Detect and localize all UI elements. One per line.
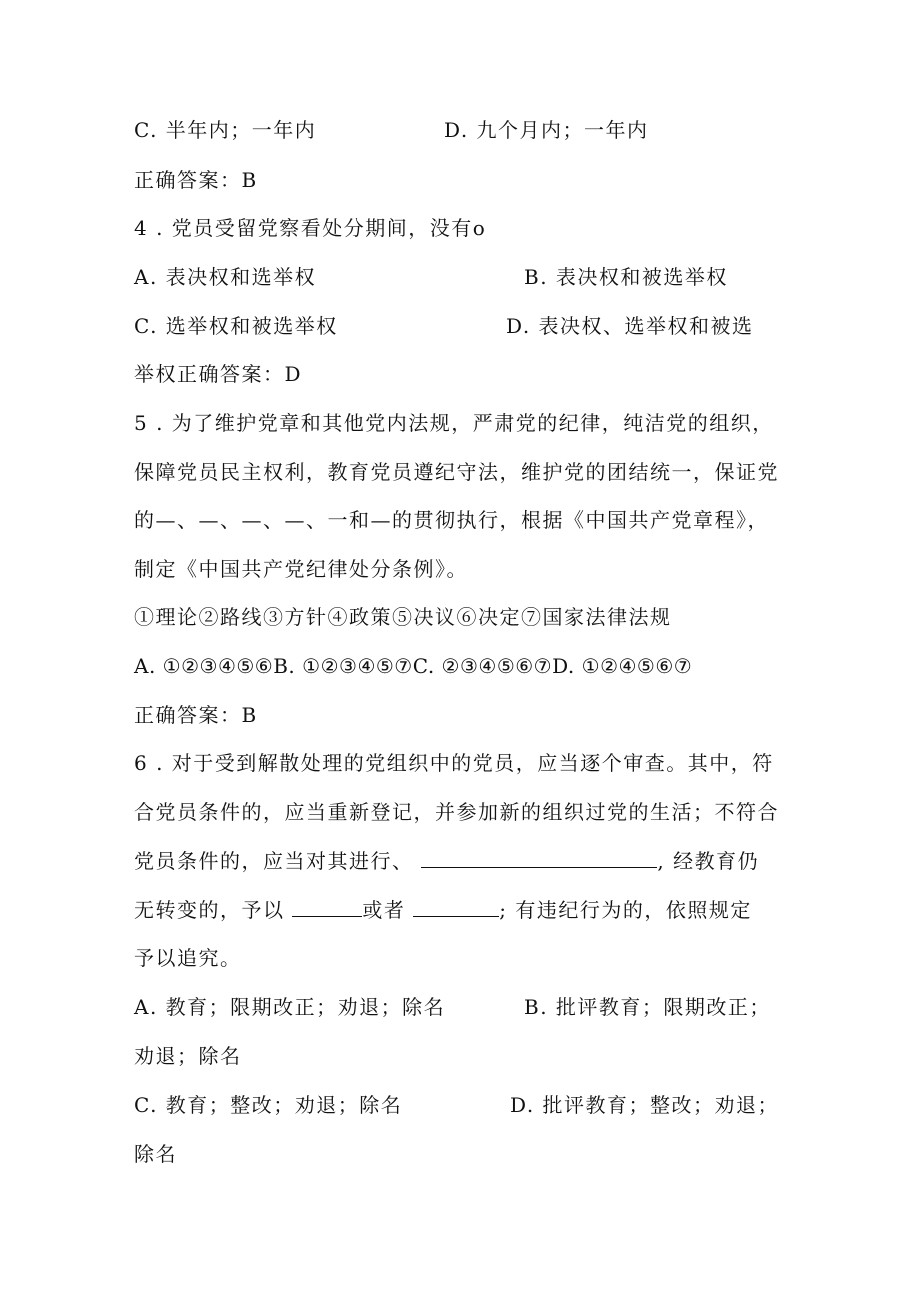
q3-option-d: D. 九个月内；一年内 (444, 118, 649, 142)
q6-stem-line-3 (134, 847, 759, 875)
q4-option-a: A. 表决权和选举权 (134, 265, 317, 289)
q5-stem-line-4: 制定《中国共产党纪律处分条例》。 (134, 557, 468, 581)
fill-blank (421, 849, 657, 868)
q6-line3-tail: , 经教育仍 (657, 849, 760, 873)
q6-stem-line-5: 予以追究。 (134, 946, 242, 970)
q6-stem-line-4 (134, 896, 752, 924)
q4-answer: 举权正确答案：D (134, 362, 303, 386)
q6-option-d-cont: 除名 (134, 1142, 177, 1166)
q6-stem-line-2: 合党员条件的，应当重新登记，并参加新的组织过党的生活；不符合 (134, 800, 779, 824)
q6-line4-mid: 或者 (362, 898, 406, 922)
q6-option-b: B. 批评教育；限期改正； (524, 995, 771, 1019)
q6-line3-text: 党员条件的，应当对其进行、 (134, 849, 414, 873)
q4-option-b: B. 表决权和被选举权 (524, 265, 728, 289)
q5-answer: 正确答案：B (134, 703, 258, 727)
q4-option-d: D. 表决权、选举权和被选 (506, 314, 754, 338)
q6-option-c: C. 教育；整改；劝退；除名 (134, 1093, 403, 1117)
q6-line4-text: 无转变的，予以 (134, 898, 285, 922)
q5-stem-line-1: 5 . 为了维护党章和其他党内法规，严肃党的纪律，纯洁党的组织， (134, 411, 774, 435)
q3-answer: 正确答案：B (134, 168, 258, 192)
q6-line4-tail: ; 有违纪行为的，依照规定 (499, 898, 752, 922)
fill-blank (413, 898, 499, 917)
fill-blank (292, 898, 362, 917)
q3-option-c: C. 半年内；一年内 (134, 118, 317, 142)
q5-stem-line-3: 的—、—、—、—、一和—的贯彻执行，根据《中国共产党章程》， (134, 508, 769, 532)
q5-options: A. ①②③④⑤⑥B. ①②③④⑤⑦C. ②③④⑤⑥⑦D. ①②④⑤⑥⑦ (134, 654, 693, 678)
q6-option-d: D. 批评教育；整改；劝退； (510, 1093, 780, 1117)
q5-stem-line-2: 保障党员民主权利，教育党员遵纪守法，维护党的团结统一，保证党 (134, 460, 779, 484)
q5-items: ①理论②路线③方针④政策⑤决议⑥决定⑦国家法律法规 (134, 605, 672, 629)
q4-stem: 4 . 党员受留党察看处分期间，没有o (134, 216, 487, 240)
q6-option-b-cont: 劝退；除名 (134, 1044, 242, 1068)
q6-stem-line-1: 6 . 对于受到解散处理的党组织中的党员，应当逐个审查。其中，符 (134, 751, 774, 775)
q4-option-c: C. 选举权和被选举权 (134, 314, 338, 338)
q6-option-a: A. 教育；限期改正；劝退；除名 (134, 995, 446, 1019)
